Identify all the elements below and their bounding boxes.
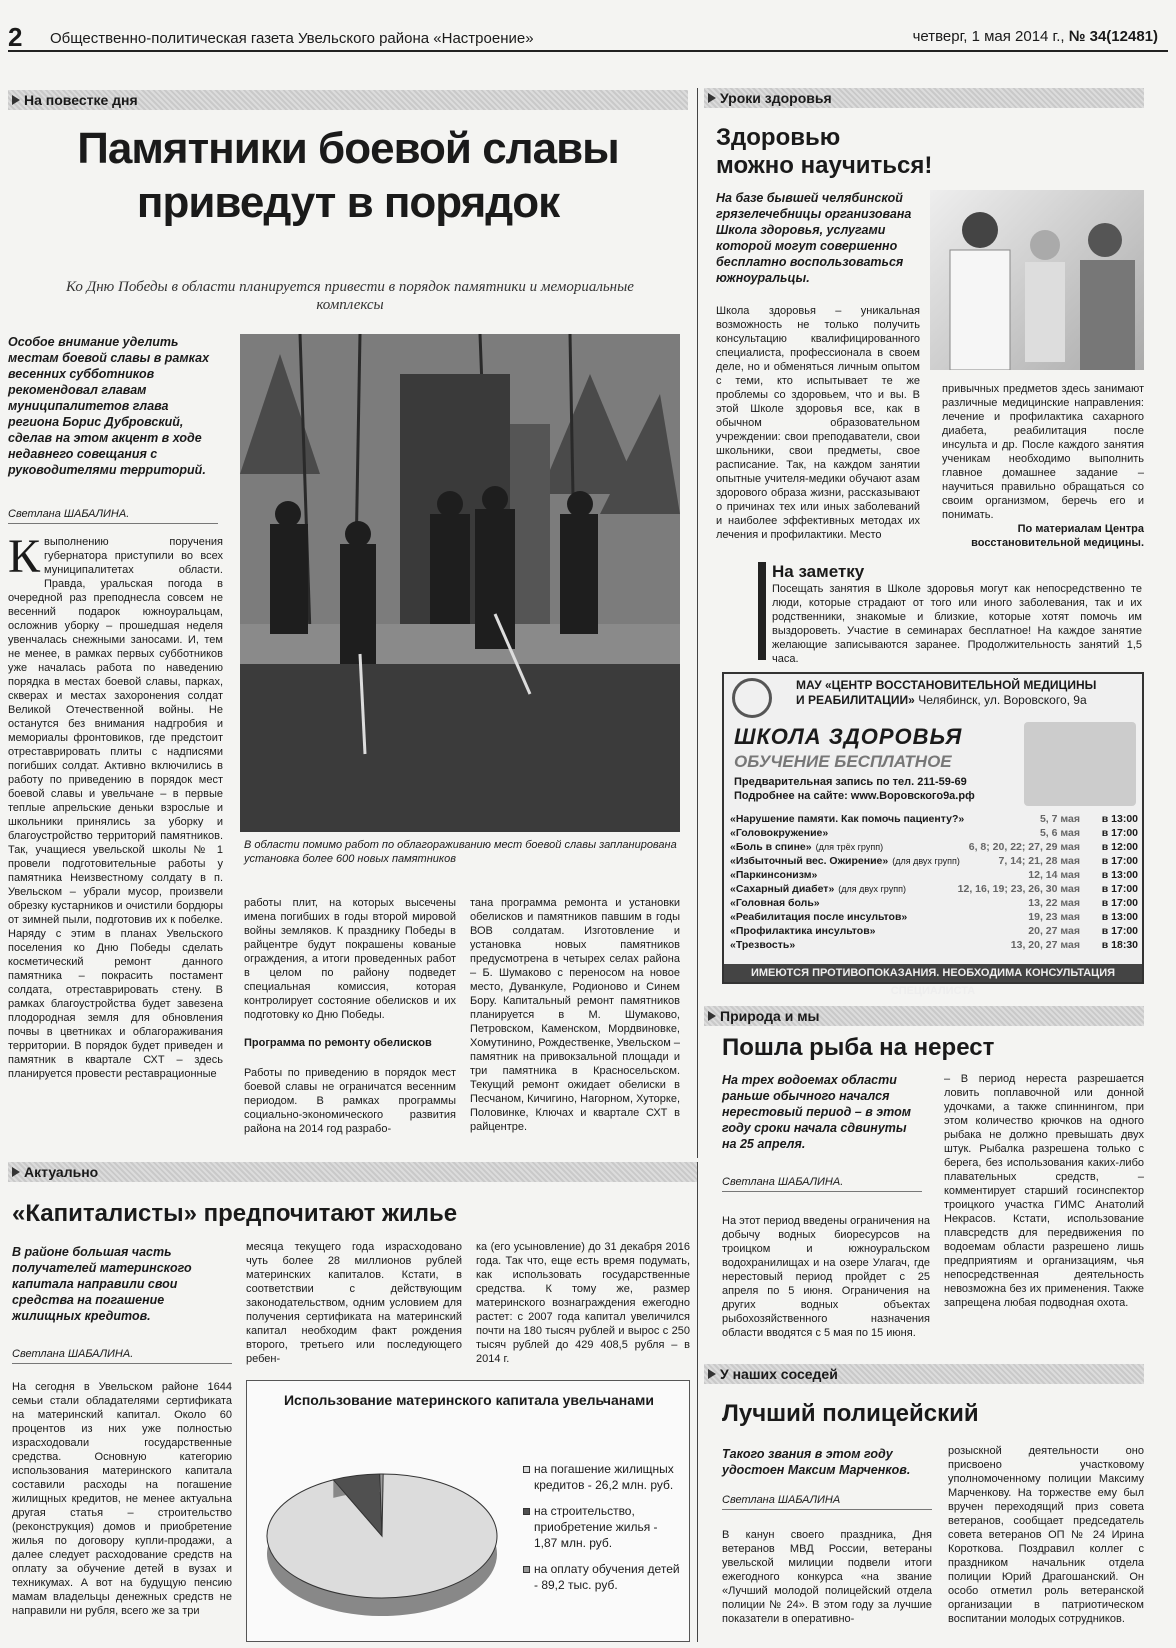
ad-disclaimer: ИМЕЮТСЯ ПРОТИВОПОКАЗАНИЯ. НЕОБХОДИМА КОНСУЛЬТАЦИЯ СПЕЦИАЛИСТА [724, 964, 1142, 982]
ad-doctors-image [1024, 722, 1136, 806]
schedule-note: (для трёх групп) [815, 842, 884, 852]
rubric-nature: Природа и мы [704, 1006, 1144, 1026]
schedule-dates: 20, 27 мая [1028, 925, 1080, 937]
fish-lead: На трех водоемах области раньше обычного начался нерестовый период – в этом году сроки начала сдвинуты на 25 апреля. [722, 1073, 911, 1151]
police-byline: Светлана ШАБАЛИНА [722, 1494, 932, 1510]
fish-column-1: На этот период введены ограничения на добычу водных биоресурсов на троицком и южноуральском водохранилищах и на озере Улагач, где нерестовый период пройдет с 25 апреля по 5 июня. Ограничения на других водных объектах рыбохозяйственного назначения области вводятся с 5 мая по 15 июня. [722, 1215, 930, 1339]
article-column-2: работы плит, на которых высечены имена погибших в годы второй мировой войны земляков. К празднику Победы в райцентре будут покрашены кованые ограждения, а итоги проведенных работ в целом по району подведет специальная комиссия, которая контролирует состояние обелисков и их подготовку ко Дню Победы. [244, 897, 456, 1021]
schedule-topic: «Реабилитация после инсультов» [730, 911, 908, 923]
schedule-note: (для двух групп) [838, 884, 906, 894]
fish-column-2: – В период нереста разрешается ловить поплавочной или донной удочками, а также спиннингом, при этом количество крючков на одного рыбака не должно превышать двух штук. Рыбалка разрешена только с берега, без использования каких-либо плавательных средств, – комментирует старший госинспектор троицкого участка ГИМС Анатолий Некрасов. Кстати, использование плавсредств для передвижения по водоемам области разрешено лишь предприятиям и организациям, чья непосредственная деятельность невозможна без их применения. Также запрещена любая подводная охота. [944, 1073, 1144, 1309]
legend-label: на строительство, приобретение жилья - 1,87 млн. руб. [534, 1504, 658, 1550]
article-title-monuments: Памятники боевой славы приведут в порядок [77, 124, 619, 227]
schedule-topic: «Нарушение памяти. Как помочь пациенту?» [730, 813, 965, 825]
article-title-police: Лучший полицейский [722, 1400, 979, 1427]
schedule-row [730, 896, 1138, 910]
article-subtitle: Ко Дню Победы в области планируется привести в порядок памятники и мемориальные комплексы [66, 279, 634, 313]
clinic-logo-icon [732, 678, 772, 718]
drop-cap: К [8, 535, 41, 583]
schedule-time: в 13:00 [1101, 869, 1138, 881]
schedule-topic: «Паркинсонизм» [730, 869, 818, 881]
police-column-1: В канун своего праздника, Дня ветеранов МВД России, ветераны увельской милиции подвели итоги ежегодного конкурса «на звание «Лучший молодой полицейский отдела полиции № 24». В этом году за лучшие показатели в оперативно- [722, 1529, 932, 1625]
schedule-row [730, 826, 1138, 840]
schedule-dates: 19, 23 мая [1028, 911, 1080, 923]
schedule-row [730, 812, 1138, 826]
column-divider [697, 88, 698, 1158]
page-number: 2 [8, 22, 23, 52]
schedule-dates: 5, 6 мая [1039, 827, 1080, 839]
legend-item [523, 1461, 683, 1493]
schedule-time: в 17:00 [1101, 925, 1138, 937]
health-column-2: привычных предметов здесь занимают различные медицинские направления: лечение и профилактика сахарного диабета, реабилитация после инсульта и др. После каждого занятия ученикам необходимо выполнить главное домашнее задание – научиться правильно обращаться со своим организмом, беречь его и понимать. [942, 383, 1144, 521]
schedule-topic: «Избыточный вес. Ожирение» [730, 855, 889, 867]
capital-column-2: месяца текущего года израсходовано чуть более 28 миллионов рублей материнских капиталов. Кстати, в соответствии с действующим законодательством, одним условием для получения сертификата на материнский капитал необходим факт рождения второго, третьего или последующего ребен- [246, 1241, 462, 1365]
rubric-neighbors: У наших соседей [704, 1364, 1144, 1384]
capital-column-1: На сегодня в Увельском районе 1644 семьи стали обладателями сертификата на материнский капитал. Около 60 процентов из них уже полностью израсходовали государственные средства. Основную категорию использования материнского капитала составили расходы на погашение жилищных кредитов, не менее актуальна другая статья – строительство (реконструкция) домов и приобретение жилья по договору купли-продажи, а далее следует расходование средств на оплату за обучение детей в вузах и техникумах. А вот на будущую пенсию мамам владельцы денежных средств не направили ни рубля, всего же за три [12, 1381, 232, 1617]
schedule-row [730, 840, 1138, 854]
article-column-1: Квыполнению поручения губернатора приступили во всех муниципалитетах области. Правда, уральская погода в очередной раз преподнесла совсем не весенний подарок южноуральцам, осложнив уборку – прошедшая неделя увенчалась снежными заносами. И, тем не менее, в рамках первых субботников уже началась работа по наведению порядка в местах боевой славы, парках, скверах и местах захоронения солдат Великой Отечественной войны. Не останутся без внимания надгробия и мемориалы фронтовиков, где предстоит отреставрировать плиты с надписями погибших солдат. Активно включились в работу по приведению в порядок мест боевой славы и увельчане – в первые теплые апрельские деньки взрослые и школьники принялись за уборку и благоустройство территорий памятников. Так, учащиеся увельской школы № 1 провели подготовительные работы у памятника Неизвестному солдату в п. Увельском – убрали мусор, произвели обрезку кустарников и очистили бордюры от зимней пыли, подготовив их к побелке. Наряду с этим в планах Увельского поселения ко Дню Победы сделать косметический ремонт данного памятника – покрасить постамент солдата, отреставрировать стену. В рамках благоустройства будет завезена плодородная земля для обновления почвы в цветниках и облагораживания территории. В порядок будет приведен и памятник в квартале СХТ – здесь планируется провести реставрационные [8, 535, 223, 1080]
ad-free-badge: ОБУЧЕНИЕ БЕСПЛАТНОЕ [734, 752, 952, 771]
paper-title: Общественно-политическая газета Увельского района «Настроение» [50, 30, 534, 47]
schedule-time: в 18:30 [1101, 939, 1138, 951]
column-divider-2 [697, 1162, 698, 1642]
schedule-time: в 13:00 [1101, 813, 1138, 825]
page-header [8, 22, 1168, 52]
chart-title: Использование материнского капитала увельчанами [283, 1392, 655, 1408]
photo-doctors [930, 190, 1144, 370]
rubric-health-lessons: Уроки здоровья [704, 88, 1144, 108]
schedule-dates: 13, 20, 27 мая [1010, 939, 1080, 951]
issue-number: № 34(12481) [1068, 28, 1158, 45]
schedule-time: в 13:00 [1101, 911, 1138, 923]
schedule-row [730, 868, 1138, 882]
legend-label: на погашение жилищных кредитов - 26,2 млн. руб. [534, 1462, 674, 1492]
schedule-time: в 17:00 [1101, 827, 1138, 839]
chart-legend [523, 1461, 683, 1603]
schedule-topic: «Трезвость» [730, 939, 796, 951]
article-title-health: Здоровью можно научиться! [716, 124, 933, 179]
byline: Светлана ШАБАЛИНА. [8, 508, 218, 524]
ad-site[interactable]: Подробнее на сайте: www.Воровского9а.рф [734, 790, 975, 802]
note-text: Посещать занятия в Школе здоровья могут как непосредственно те люди, которые страдают от того или иного заболевания, так и их родственники, знакомые и близкие, которые хотят помочь им выздороветь. Участие в семинарах бесплатное! На каждое занятие желающие записываются заранее. Продолжительность занятий 1,5 часа. [772, 583, 1142, 665]
schedule-dates: 6, 8; 20, 22; 27, 29 мая [968, 841, 1080, 853]
health-column-1: Школа здоровья – уникальная возможность не только получить консультацию квалифицированного специалиста, профессионала в своем деле, но и обменяться личным опытом с теми, кто испытывает те же проблемы со здоровьем, что и вы. В этой Школе здоровья все, как в обычном образовательном учреждении: свои преподаватели, свои школьники, свои предметы, свое расписание. Так, на каждом занятии опытные учителя-медики обучают азам здорового образа жизни, рассказывают о причинах тех или иных заболеваний и наиболее эффективных методах их лечения и профилактики. Место [716, 305, 920, 541]
doctor-illustration [930, 190, 1144, 370]
schedule-dates: 12, 14 мая [1028, 869, 1080, 881]
schedule-topic: «Профилактика инсультов» [730, 925, 876, 937]
issue-date: четверг, 1 мая 2014 г., № 34(12481) [912, 28, 1158, 45]
rubric-actual: Актуально [8, 1162, 698, 1182]
capital-byline: Светлана ШАБАЛИНА. [12, 1348, 232, 1364]
article-lead-health: На базе бывшей челябинской грязелечебницы организована Школа здоровья, услугами которой могут совершенно бесплатно воспользоваться южноуральцы. [716, 191, 912, 285]
schedule-row [730, 938, 1138, 952]
legend-label: на оплату обучения детей - 89,2 тыс. руб. [534, 1562, 680, 1592]
capital-lead: В районе большая часть получателей материнского капитала направили свои средства на погашение жилищных кредитов. [12, 1245, 192, 1323]
schedule-topic: «Сахарный диабет» [730, 883, 835, 895]
schedule-dates: 12, 16, 19; 23, 26, 30 мая [957, 883, 1080, 895]
legend-swatch [523, 1466, 530, 1473]
rubric-agenda: На повестке дня [8, 90, 688, 110]
schedule-row [730, 910, 1138, 924]
schedule-row [730, 924, 1138, 938]
legend-swatch [523, 1508, 530, 1515]
schedule-topic: «Боль в спине» [730, 841, 812, 853]
subheading-obelisks: Программа по ремонту обелисков [244, 1037, 432, 1049]
note-title: На заметку [772, 562, 865, 581]
health-source: По материалам Центра восстановительной медицины. [971, 523, 1144, 549]
police-lead: Такого звания в этом году удостоен Максим Марченков. [722, 1447, 911, 1477]
ad-org: МАУ «ЦЕНТР ВОССТАНОВИТЕЛЬНОЙ МЕДИЦИНЫ И РЕАБИЛИТАЦИИ» Челябинск, ул. Воровского, 9а [796, 678, 1097, 707]
article-column-2b: Работы по приведению в порядок мест боевой славы не ограничатся весенним периодом. В рамках программы социально-экономического развития района на 2014 год разрабо- [244, 1067, 456, 1135]
note-bar [758, 562, 766, 660]
pie-chart [257, 1441, 517, 1641]
schedule-row [730, 882, 1138, 896]
photo-monument-cleanup [240, 334, 680, 832]
schedule-dates: 13, 22 мая [1028, 897, 1080, 909]
health-school-ad [722, 672, 1144, 997]
schedule-time: в 17:00 [1101, 883, 1138, 895]
ad-phone: Предварительная запись по тел. 211-59-69 [734, 776, 967, 788]
fish-byline: Светлана ШАБАЛИНА. [722, 1176, 922, 1192]
article-lead: Особое внимание уделить местам боевой славы в рамках весенних субботников рекомендовал главам муниципалитетов глава региона Борис Дубровский, сделав на этом акцент в ходе недавнего совещания с руководителями территорий. [8, 335, 210, 477]
ad-schedule [730, 812, 1138, 952]
pie-chart-panel [246, 1380, 690, 1642]
police-column-2: розыскной деятельности оно присвоено участковому уполномоченному полиции Максиму Марченкову. На торжестве ему был вручен переходящий приз совета ветеранов, сообщает председатель совета ветеранов ОП № 24 Ирина Короткова. Поздравил коллег с праздником начальник отдела полиции Юрий Драгошанский. Он особо отметил роль ветеранской организации в патриотическом воспитании молодых сотрудников. [948, 1445, 1144, 1625]
legend-swatch [523, 1566, 530, 1573]
capital-column-3: ка (его усыновление) до 31 декабря 2016 года. Так что, еще есть время подумать, как использовать государственные средства. К тому же, размер материнского вознаграждения ежегодно растет: с 2007 года капитал увеличился почти на 180 тысяч рублей и вырос с 250 тысяч рублей до 429 408,5 рубля – в 2014 г. [476, 1241, 690, 1365]
schedule-dates: 5, 7 мая [1039, 813, 1080, 825]
ad-school-title: ШКОЛА ЗДОРОВЬЯ [734, 724, 963, 749]
schedule-row [730, 854, 1138, 868]
legend-item [523, 1561, 683, 1593]
schedule-topic: «Головная боль» [730, 897, 820, 909]
photo-caption: В области помимо работ по облагораживанию мест боевой славы запланирована установка более 600 новых памятников [244, 839, 677, 865]
article-title-fish: Пошла рыба на нерест [722, 1034, 995, 1061]
schedule-note: (для двух групп) [892, 856, 960, 866]
legend-item [523, 1503, 683, 1551]
schedule-time: в 17:00 [1101, 855, 1138, 867]
photo-illustration [240, 334, 680, 832]
schedule-time: в 17:00 [1101, 897, 1138, 909]
schedule-topic: «Головокружение» [730, 827, 829, 839]
article-title-capital: «Капиталисты» предпочитают жилье [12, 1200, 458, 1227]
article-column-3: тана программа ремонта и установки обелисков и памятников павшим в годы ВОВ солдатам. Изготовление и установка новых памятников предусмотрена в четырех селах района – Б. Шумаково с переносом на новое место, Дуванкуле, Родионово и Синем Бору. Капитальный ремонт памятников планируется в М. Шумаково, Петровском, Каменском, Мордвиновке, Хомутинино, Рождественке, Увельском – памятник на привокзальной площади и три памятника в Красносельском. Текущий ремонт ожидает обелиски в Песчаном, Кичигино, Нагорном, Хуторке, Половинке, Ключах и квартале СХТ в райцентре. [470, 897, 680, 1133]
schedule-time: в 12:00 [1101, 841, 1138, 853]
schedule-dates: 7, 14; 21, 28 мая [998, 855, 1080, 867]
